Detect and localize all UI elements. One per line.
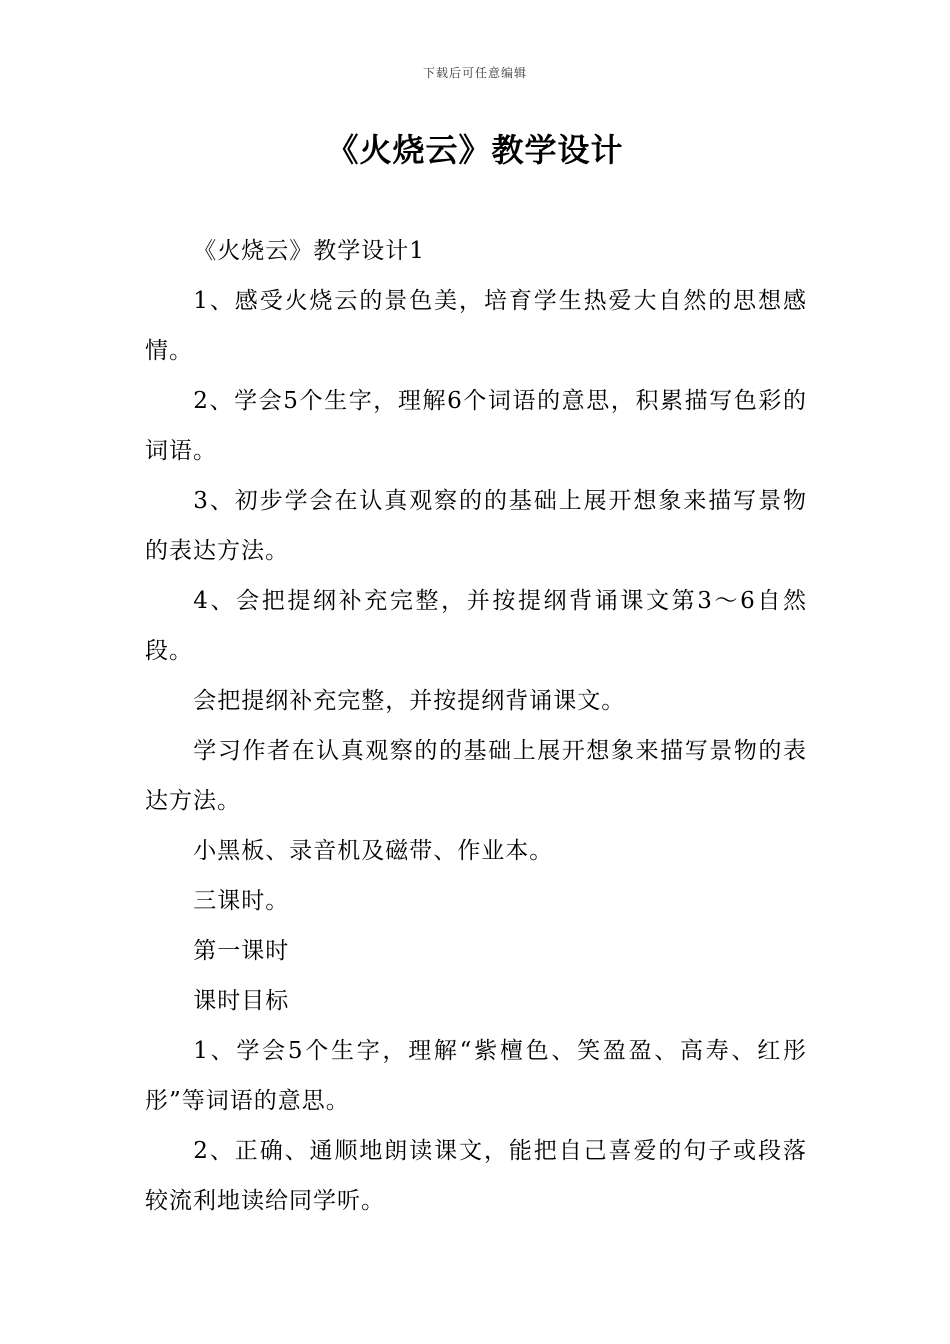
paragraph-materials: 小黑板、录音机及磁带、作业本。 (193, 838, 554, 864)
paragraph-goal-1: 1、感受火烧云的景色美，培育学生热爱大自然的思想感情。 (145, 288, 807, 364)
paragraph-lesson-heading: 第一课时 (193, 938, 290, 964)
paragraph-lesson-goal-1: 1、学会5个生字，理解“紫檀色、笑盈盈、高寿、红彤彤”等词语的意思。 (145, 1038, 807, 1114)
paragraph-duration: 三课时。 (193, 888, 290, 914)
document-title: 《火烧云》教学设计 (326, 131, 624, 169)
paragraph-lesson-goals-heading: 课时目标 (193, 988, 290, 1014)
paragraph-goal-3: 3、初步学会在认真观察的的基础上展开想象来描写景物的表达方法。 (145, 488, 807, 564)
paragraph-goal-2: 2、学会5个生字，理解6个词语的意思，积累描写色彩的词语。 (145, 388, 807, 464)
paragraph-key-point: 会把提纲补充完整，并按提纲背诵课文。 (193, 688, 626, 714)
paragraph-lesson-goal-2: 2、正确、通顺地朗读课文，能把自己喜爱的句子或段落较流利地读给同学听。 (145, 1138, 807, 1214)
header-note: 下载后可任意编辑 (422, 66, 527, 80)
document-body (145, 226, 807, 1226)
paragraph-goal-4: 4、会把提纲补充完整，并按提纲背诵课文第3～6自然段。 (145, 588, 807, 664)
paragraph-subtitle: 《火烧云》教学设计1 (193, 238, 425, 264)
paragraph-difficulty: 学习作者在认真观察的的基础上展开想象来描写景物的表达方法。 (145, 738, 807, 814)
